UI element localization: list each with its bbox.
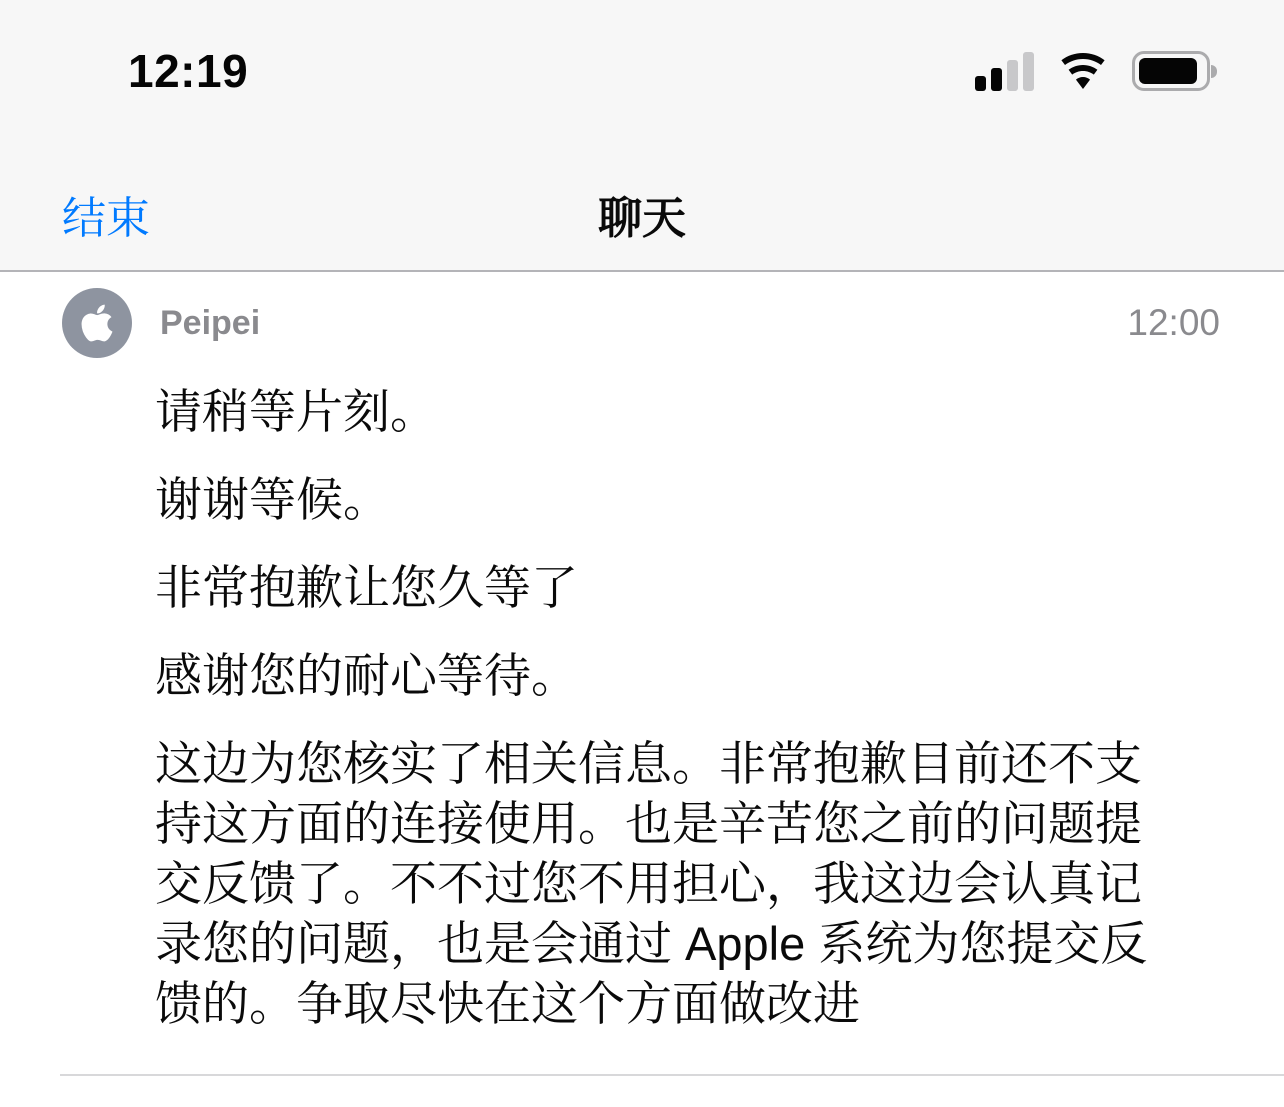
avatar: [62, 288, 132, 358]
chat-transcript: [0, 288, 1284, 1076]
message: 请稍等片刻。: [155, 385, 437, 438]
message-line: 这边为您核实了相关信息。非常抱歉目前还不支: [155, 737, 1142, 790]
divider: [60, 1074, 1284, 1076]
message-line: 交反馈了。不不过您不用担心，我这边会认真记: [155, 857, 1142, 910]
battery-icon: [1132, 51, 1210, 91]
message: [155, 734, 1192, 1034]
message-list: [155, 382, 1192, 1034]
end-chat-button[interactable]: 结束: [62, 182, 150, 246]
page-title: 聊天: [598, 194, 686, 243]
status-icons: [975, 47, 1210, 95]
message-timestamp: 12:00: [1127, 302, 1220, 343]
cellular-signal-icon: [975, 51, 1034, 91]
wifi-icon: [1054, 47, 1112, 95]
message-line: 录您的问题，也是会通过 Apple 系统为您提交反: [155, 917, 1148, 970]
nav-bar: [0, 158, 1284, 270]
message-line: 馈的。争取尽快在这个方面做改进: [155, 977, 860, 1030]
apple-logo-icon: [81, 302, 113, 344]
sender-name: Peipei: [160, 303, 261, 342]
message-line: 持这方面的连接使用。也是辛苦您之前的问题提: [155, 797, 1142, 850]
status-clock: 12:19: [128, 45, 249, 97]
status-bar: [0, 38, 1284, 104]
header: [0, 0, 1284, 272]
message: 非常抱歉让您久等了: [155, 561, 578, 614]
message: 谢谢等候。: [155, 473, 390, 526]
message-header-row: [62, 288, 1220, 358]
message: 感谢您的耐心等待。: [155, 649, 578, 702]
